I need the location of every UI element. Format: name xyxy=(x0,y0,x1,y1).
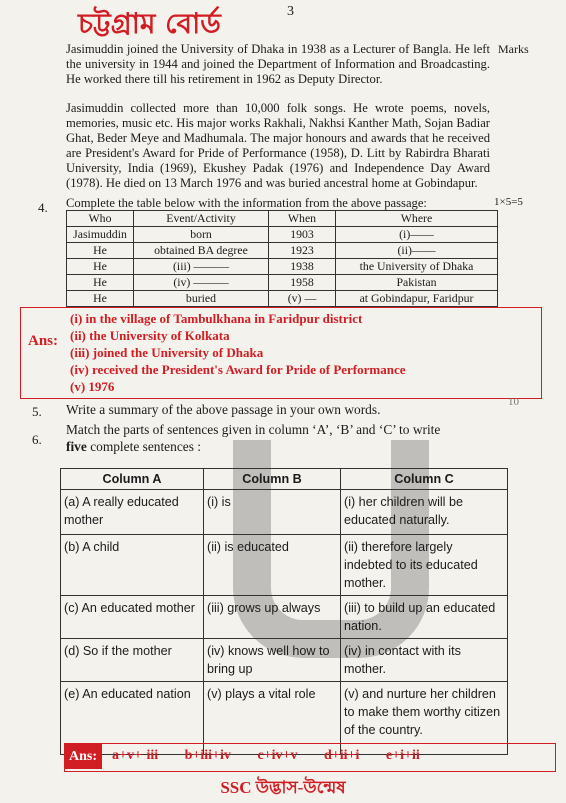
table-row xyxy=(61,639,508,682)
answer-combo: b+iii+iv xyxy=(184,748,231,763)
table-cell: 1938 xyxy=(269,259,336,275)
table-cell: 1923 xyxy=(269,243,336,259)
table-row xyxy=(67,291,498,307)
table-cell: (v) plays a vital role xyxy=(204,682,341,755)
table-row xyxy=(67,275,498,291)
table-cell: 1958 xyxy=(269,275,336,291)
answer-line: (v) 1976 xyxy=(70,379,115,394)
answer-label-q6: Ans: xyxy=(64,744,102,769)
question-5-number: 5. xyxy=(32,404,42,419)
table-cell: (v) and nurture her children to make them worthy citizen of the country. xyxy=(341,682,508,755)
question-6-line-1: Match the parts of sentences given in column ‘A’, ‘B’ and ‘C’ to write xyxy=(66,422,441,437)
table-cell: 1903 xyxy=(269,227,336,243)
table-cell: born xyxy=(134,227,269,243)
table-header: Who xyxy=(67,211,134,227)
table-cell: (ii)—— xyxy=(336,243,498,259)
answer-combo: e+i+ii xyxy=(385,748,420,763)
board-title: চট্টগ্রাম বোর্ড xyxy=(78,7,221,40)
table-cell: (e) An educated nation xyxy=(61,682,204,755)
table-row xyxy=(67,243,498,259)
table-cell: (iii) ——— xyxy=(134,259,269,275)
table-header-row xyxy=(61,469,508,490)
match-table xyxy=(60,468,508,755)
answer-line: (ii) the University of Kolkata xyxy=(70,328,230,343)
passage-paragraph-2: Jasimuddin collected more than 10,000 folk songs. He wrote poems, novels, memories, music etc. His major works Rakhali, Nakhsi Kanther Math, Sojan Badiar Ghat, Beder Meye and Madhumala. The major honours and awards that he received are President's Award for Pride of Performance (1958), D. Litt by Rabirdra Bharati University, India (1969), Ekushey Padak (1976) and Independence Day Award (1978). He died on 13 March 1976 and was buried ancestral home at Gobindapur. xyxy=(66,101,490,190)
table-cell: (b) A child xyxy=(61,535,204,596)
question-4-marks: 1×5=5 xyxy=(494,196,523,208)
table-cell: the University of Dhaka xyxy=(336,259,498,275)
table-cell: (iv) ——— xyxy=(134,275,269,291)
table-header: Event/Activity xyxy=(134,211,269,227)
footer-brand: SSC উদ্ভাস-উন্মেষ xyxy=(220,778,346,797)
table-cell: (d) So if the mother xyxy=(61,639,204,682)
answer-combo: d+ii+i xyxy=(324,748,360,763)
table-cell: Pakistan xyxy=(336,275,498,291)
marks-label: Marks xyxy=(498,42,529,56)
answer-line: (iii) joined the University of Dhaka xyxy=(70,345,264,360)
table-cell: (iii) to build up an educated nation. xyxy=(341,596,508,639)
table-cell: (ii) is educated xyxy=(204,535,341,596)
table-cell: (iv) knows well how to bring up xyxy=(204,639,341,682)
page-number: 3 xyxy=(287,4,294,19)
table-row xyxy=(67,227,498,243)
answer-lines-q4 xyxy=(70,310,406,395)
answer-line: (iv) received the President's Award for Pride of Performance xyxy=(70,362,406,377)
question-4-number: 4. xyxy=(38,200,48,215)
table-cell: (i)—— xyxy=(336,227,498,243)
table-row xyxy=(61,490,508,535)
answer-label: Ans: xyxy=(28,333,59,349)
question-6-bold-word: five xyxy=(66,439,87,454)
table-cell: (i) her children will be educated naturally. xyxy=(341,490,508,535)
table-cell: (iv) in contact with its mother. xyxy=(341,639,508,682)
answer-combo: a+v+ iii xyxy=(112,748,159,763)
table-header: When xyxy=(269,211,336,227)
question-6-text xyxy=(66,421,496,455)
question-5-text: Write a summary of the above passage in your own words. xyxy=(66,402,381,417)
table-cell: (c) An educated mother xyxy=(61,596,204,639)
question-4-text: Complete the table below with the information from the above passage: xyxy=(66,196,427,210)
table-header: Column A xyxy=(61,469,204,490)
table-header: Where xyxy=(336,211,498,227)
question-6-line-2: complete sentences : xyxy=(90,439,201,454)
table-cell: (ii) therefore largely indebted to its educated mother. xyxy=(341,535,508,596)
table-row xyxy=(67,259,498,275)
answer-line: (i) in the village of Tambulkhana in Faridpur district xyxy=(70,311,363,326)
answer-combo: c+iv+v xyxy=(257,748,298,763)
table-cell: buried xyxy=(134,291,269,307)
table-row xyxy=(61,535,508,596)
table-header-row xyxy=(67,211,498,227)
passage-paragraph-1: Jasimuddin joined the University of Dhaka in 1938 as a Lecturer of Bangla. He left the university in 1944 and joined the Department of Information and Broadcasting. He worked there till his retirement in 1962 as Deputy Director. xyxy=(66,42,490,86)
answer-values-q6 xyxy=(112,748,442,764)
table-cell: (i) is xyxy=(204,490,341,535)
table-header: Column B xyxy=(204,469,341,490)
table-cell: He xyxy=(67,259,134,275)
info-table xyxy=(66,210,498,307)
table-cell: at Gobindapur, Faridpur xyxy=(336,291,498,307)
table-cell: Jasimuddin xyxy=(67,227,134,243)
table-cell: He xyxy=(67,275,134,291)
question-5-marks: 10 xyxy=(508,396,519,408)
table-row xyxy=(61,596,508,639)
table-cell: He xyxy=(67,243,134,259)
table-cell: He xyxy=(67,291,134,307)
table-header: Column C xyxy=(341,469,508,490)
table-cell: (iii) grows up always xyxy=(204,596,341,639)
table-cell: obtained BA degree xyxy=(134,243,269,259)
question-6-number: 6. xyxy=(32,432,42,447)
table-cell: (a) A really educated mother xyxy=(61,490,204,535)
table-cell: (v) — xyxy=(269,291,336,307)
